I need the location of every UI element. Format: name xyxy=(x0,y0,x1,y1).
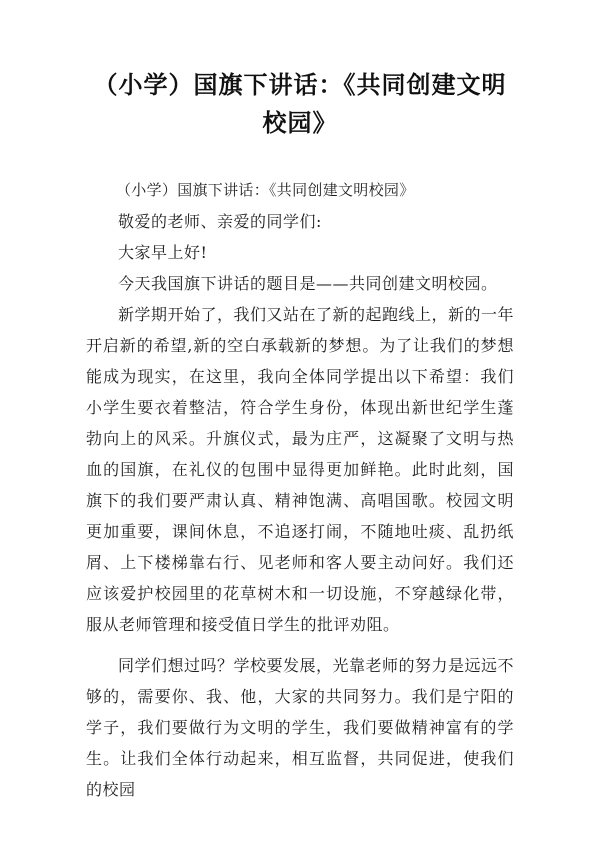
document-title: （小学）国旗下讲话：《共同创建文明校园》 xyxy=(93,71,507,137)
paragraph-salutation: 敬爱的老师、亲爱的同学们: xyxy=(118,212,322,231)
paragraph-greeting: 大家早上好! xyxy=(118,243,208,262)
document-body xyxy=(86,175,514,805)
paragraph-heading-repeat: （小学）国旗下讲话：《共同创建文明校园》 xyxy=(116,181,415,199)
paragraph-topic: 今天我国旗下讲话的题目是——共同创建文明校园。 xyxy=(118,274,498,293)
paragraph-new-semester: 新学期开始了，我们又站在了新的起跑线上，新的一年开启新的希望,新的空白承载新的梦想。为了让我们的梦想能成为现实，在这里，我向全体同学提出以下希望：我们小学生要衣着整洁，符合学生身份，体现出新世纪学生蓬勃向上的风采。升旗仪式，最为庄严，这凝聚了文明与热血的国旗，在礼仪的包围中显得更加鲜艳。此时此刻，国旗下的我们要严肃认真、精神饱满、高唱国歌。校园文明更加重要，课间休息，不追逐打闹，不随地吐痰、乱扔纸屑、上下楼梯靠右行、见老师和客人要主动问好。我们还应该爱护校园里的花草树木和一切设施，不穿越绿化带，服从老师管理和接受值日学生的批评劝阻。 xyxy=(86,305,515,634)
paragraph-call-to-action: 同学们想过吗？学校要发展，光靠老师的努力是远远不够的，需要你、我、他，大家的共同努力。我们是宁阳的学子，我们要做行为文明的学生，我们要做精神富有的学生。让我们全体行动起来，相互监督，共同促进，使我们的校园 xyxy=(86,656,515,799)
